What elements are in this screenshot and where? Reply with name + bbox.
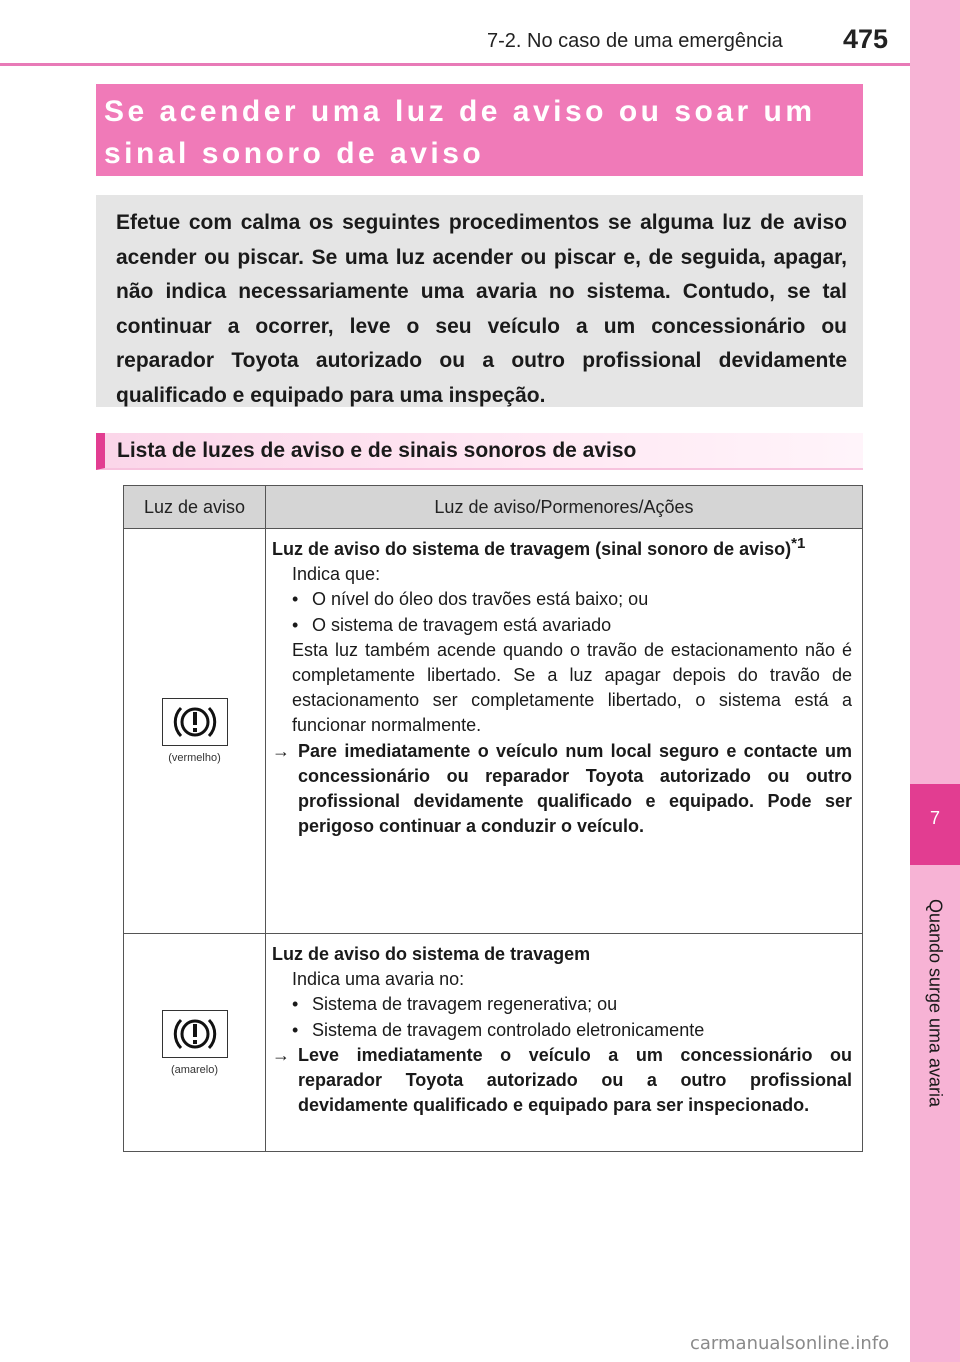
warning-title: Luz de aviso do sistema de travagem — [272, 944, 591, 964]
intro-box — [96, 195, 863, 407]
warning-title: Luz de aviso do sistema de travagem (sinal sonoro de aviso)$^{*1}$ — [272, 535, 806, 559]
footnote-marker: *1 — [791, 535, 806, 552]
list-item: • O nível do óleo dos travões está baixo; ou — [292, 589, 649, 610]
warning-note: Esta luz também acende quando o travão de estacionamento não é completamente libertado. Se a luz apagar depois do travão de estacionamento ser completamente libertado, o sistema está a funcionar normalmente. — [292, 639, 852, 736]
icon-caption-amber: (amarelo) — [170, 1063, 219, 1076]
warning-details-cell — [266, 934, 863, 1152]
warning-action: → Pare imediatamente o veículo num local seguro e contacte um concessionário ou reparador Toyota autorizado ou outro profissional devidamente qualificado e equipado. Pode ser perigoso continuar a conduzir o veículo. — [272, 740, 852, 837]
icon-caption-red: (vermelho) — [168, 752, 221, 764]
running-header-section: 7-2. No caso de uma emergência — [487, 30, 783, 52]
table-header-details: Luz de aviso/Pormenores/Ações — [266, 486, 863, 529]
table-row — [124, 529, 863, 934]
intro-text: Efetue com calma os seguintes procedimentos se alguma luz de aviso acender ou piscar. Se uma luz acender ou piscar e, de seguida, apagar, não indica necessariamente uma avaria no sistema. Contudo, se tal continuar a ocorrer, leve o seu veículo a um concessionário ou reparador Toyota autorizado ou a outro profissional devidamente qualificado e equipado para uma inspeção. — [116, 211, 847, 407]
brake-warning-icon — [162, 698, 228, 746]
warning-details-cell — [266, 529, 863, 934]
brake-warning-icon — [162, 1010, 228, 1058]
header-divider — [0, 63, 910, 66]
list-item: • O sistema de travagem está avariado — [292, 614, 612, 635]
chapter-number: 7 — [929, 808, 940, 828]
arrow-icon: → — [272, 1044, 290, 1065]
warning-intro: Indica que: — [292, 564, 381, 585]
section-title-banner — [96, 84, 863, 176]
list-item: • Sistema de travagem controlado eletronicamente — [292, 1019, 705, 1040]
warning-intro: Indica uma avaria no: — [292, 969, 465, 990]
page-number: 475 — [843, 24, 889, 54]
table-header-row — [124, 486, 863, 529]
watermark: carmanualsonline.info — [690, 1333, 890, 1354]
warning-action: → Leve imediatamente o veículo a um concessionário ou reparador Toyota autorizado ou a outro profissional devidamente qualificado e equipado para ser inspecionado. — [272, 1044, 852, 1116]
section-title: Se acender uma luz de aviso ou soar um sinal sonoro de aviso — [104, 95, 816, 170]
table-row — [124, 934, 863, 1152]
list-item: • Sistema de travagem regenerativa; ou — [292, 994, 618, 1015]
chapter-side-tab — [910, 0, 960, 1362]
arrow-icon: → — [272, 740, 290, 761]
subsection-heading: Lista de luzes de aviso e de sinais sonoros de aviso — [96, 433, 863, 470]
table-header-light: Luz de aviso — [124, 486, 266, 529]
chapter-title: Quando surge uma avaria — [925, 898, 946, 1108]
warning-light-cell — [124, 529, 266, 934]
warning-light-cell — [124, 934, 266, 1152]
warning-light-table — [123, 485, 863, 1152]
